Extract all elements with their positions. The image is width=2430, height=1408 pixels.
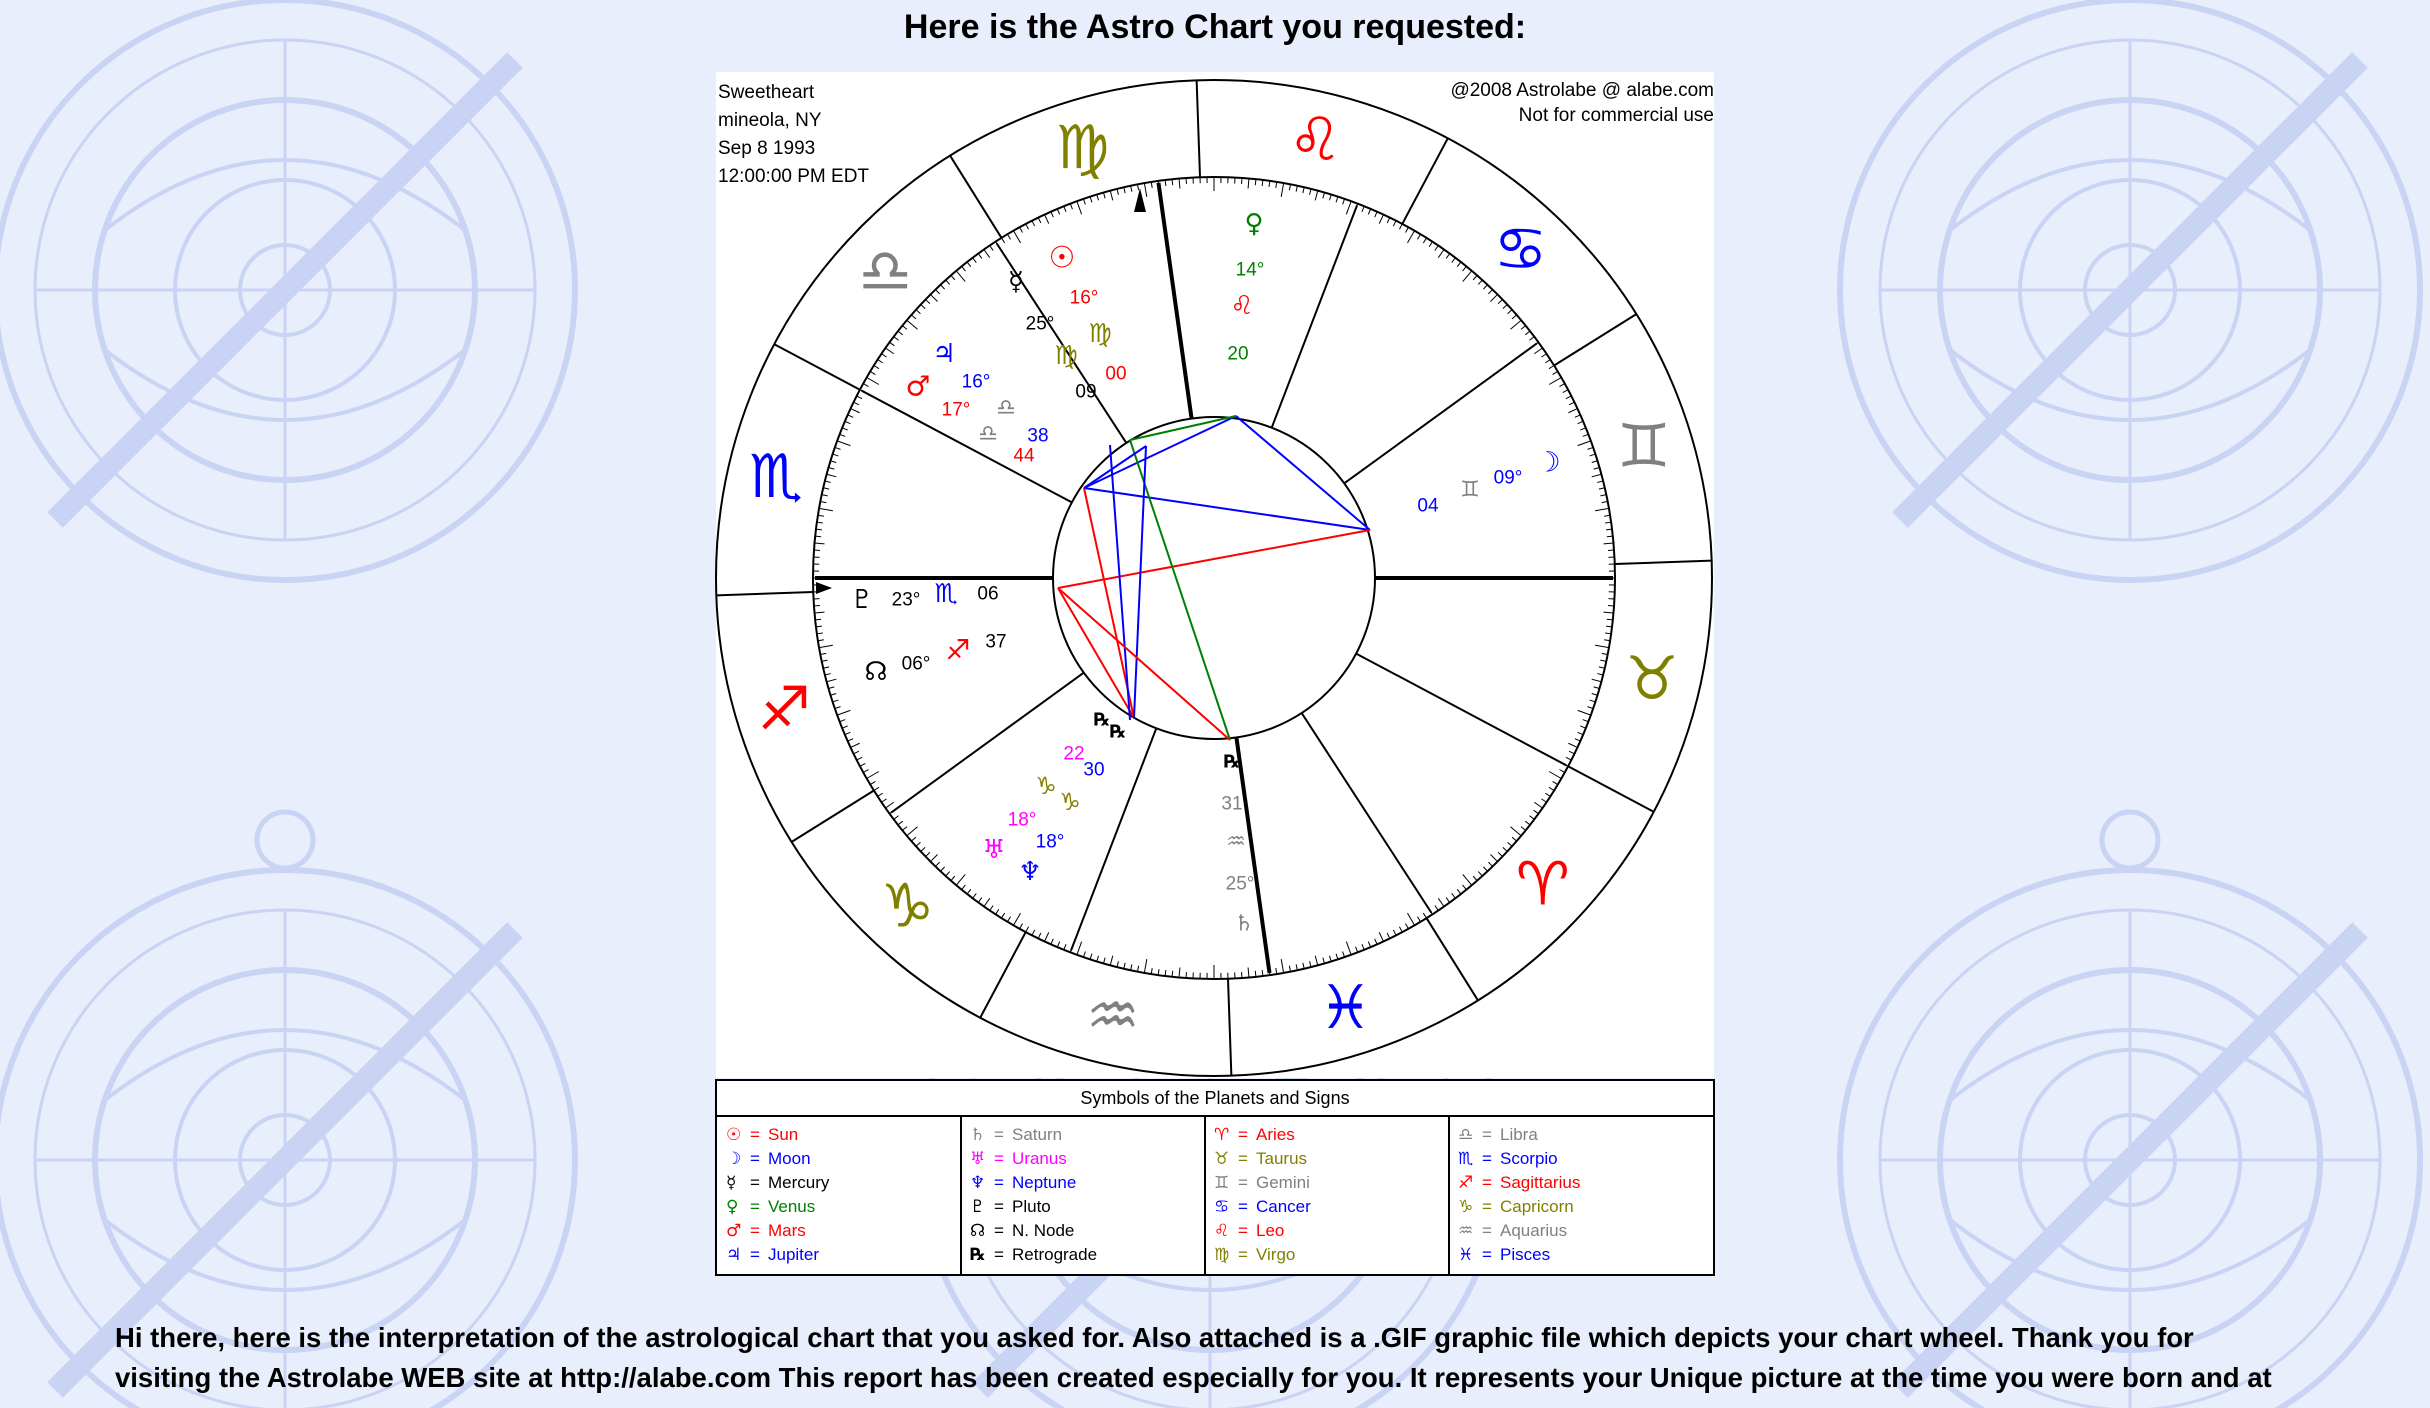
- legend-equals: =: [994, 1125, 1004, 1144]
- legend-label: Moon: [768, 1149, 811, 1168]
- legend-label: Taurus: [1256, 1149, 1308, 1168]
- planet-label-scorpio-sign-icon: ♏: [934, 579, 958, 609]
- planet-label-saturn-min: 31: [1221, 793, 1243, 815]
- legend-equals: =: [994, 1173, 1004, 1192]
- legend-jupiter-icon: ♃: [726, 1245, 742, 1265]
- legend-equals: =: [1482, 1173, 1492, 1192]
- planet-label-jupiter-icon: ♃: [932, 339, 956, 369]
- legend-equals: =: [750, 1245, 760, 1264]
- legend-equals: =: [994, 1197, 1004, 1216]
- legend-entry-moon: [726, 1149, 811, 1169]
- planet-label-moon-min: 04: [1417, 495, 1439, 517]
- planet-label-virgo-2-icon: ♍: [1054, 341, 1078, 371]
- chart-name: Sweetheart: [718, 82, 815, 103]
- sign-taurus-icon: ♉: [1625, 644, 1679, 715]
- legend-n-node-icon: ☊: [970, 1221, 986, 1241]
- legend-mars-icon: ♂: [726, 1221, 742, 1241]
- planet-label-mercury-icon: ☿: [1008, 267, 1024, 297]
- sign-leo-icon: ♌: [1288, 105, 1343, 176]
- planet-label-node-min: 37: [985, 631, 1007, 653]
- planet-label-neptune-icon: ♆: [1018, 857, 1042, 887]
- degree-tick: [1255, 179, 1256, 185]
- planet-label-moon-deg: 09°: [1493, 467, 1523, 489]
- legend-equals: =: [1482, 1245, 1492, 1264]
- legend-equals: =: [750, 1221, 760, 1240]
- planet-label-neptune-min: 30: [1083, 759, 1105, 781]
- planet-label-sun-min: 00: [1105, 363, 1127, 385]
- degree-tick: [815, 619, 821, 620]
- chart-time: 12:00:00 PM EDT: [718, 166, 870, 187]
- planet-label-retrograde-2-icon: ℞: [1109, 721, 1127, 743]
- legend-label: Mercury: [768, 1173, 830, 1192]
- chart-date: Sep 8 1993: [718, 138, 816, 159]
- legend-label: Sun: [768, 1125, 799, 1144]
- legend-label: Pluto: [1012, 1197, 1051, 1216]
- birth-details: [718, 82, 869, 187]
- legend-label: Uranus: [1012, 1149, 1067, 1168]
- degree-tick: [1172, 179, 1173, 185]
- planet-label-moon-icon: ☽: [1535, 445, 1561, 479]
- legend-entry-scorpio: [1458, 1149, 1558, 1169]
- planet-label-venus-deg: 14°: [1235, 259, 1265, 281]
- legend-entry-jupiter: [726, 1245, 819, 1265]
- legend-label: Aquarius: [1500, 1221, 1568, 1240]
- planet-label-libra-2-icon: ♎: [978, 421, 998, 447]
- legend-entry-taurus: [1214, 1149, 1307, 1169]
- legend-equals: =: [1238, 1221, 1248, 1240]
- planet-label-pluto-icon: ♇: [850, 585, 874, 615]
- legend-label: Capricorn: [1500, 1197, 1574, 1216]
- legend-entry-saturn: [970, 1125, 1062, 1145]
- legend-venus-icon: ♀: [726, 1197, 739, 1217]
- planet-label-mars-icon: ♂: [905, 369, 931, 403]
- chart-wheel: [716, 72, 1714, 1265]
- planet-label-uranus-deg: 18°: [1007, 809, 1037, 831]
- sign-cancer-icon: ♋: [1493, 214, 1548, 285]
- planet-label-jupiter-min: 38: [1027, 425, 1049, 447]
- sign-virgo-icon: ♍: [1055, 113, 1110, 184]
- planet-label-retrograde-1-icon: ℞: [1093, 709, 1111, 731]
- legend-equals: =: [1482, 1125, 1492, 1144]
- legend-label: Pisces: [1500, 1245, 1551, 1264]
- planet-label-node-deg: 06°: [901, 653, 931, 675]
- legend-equals: =: [994, 1221, 1004, 1240]
- legend-equals: =: [750, 1149, 760, 1168]
- legend-label: Sagittarius: [1500, 1173, 1581, 1192]
- legend-equals: =: [1482, 1197, 1492, 1216]
- legend-taurus-icon: ♉: [1214, 1149, 1230, 1169]
- legend-label: Aries: [1256, 1125, 1295, 1144]
- legend-neptune-icon: ♆: [970, 1173, 986, 1193]
- degree-tick: [1255, 971, 1256, 977]
- sign-gemini-icon: ♊: [1616, 411, 1671, 482]
- legend-pisces-icon: ♓: [1458, 1245, 1474, 1265]
- planet-label-mercury-deg: 25°: [1025, 313, 1055, 335]
- legend-equals: =: [1238, 1125, 1248, 1144]
- planet-label-sun-deg: 16°: [1069, 287, 1099, 309]
- degree-tick: [1172, 971, 1173, 977]
- planet-label-capricorn-1-icon: ♑: [1035, 772, 1057, 800]
- astro-chart-image: [716, 72, 1714, 1265]
- usage-note: Not for commercial use: [1518, 105, 1714, 126]
- page-title: Here is the Astro Chart you requested:: [903, 8, 1527, 46]
- planet-label-saturn-icon: ♄: [1234, 911, 1254, 937]
- planet-label-mars-min: 44: [1013, 445, 1035, 467]
- planet-label-aquarius-sign-icon: ♒: [1226, 829, 1246, 855]
- planet-label-venus-min: 20: [1227, 343, 1249, 365]
- intro-line-2: visiting the Astrolabe WEB site at http://alabe.com This report has been created especially for you. It represents your Unique picture at the time you were born and at: [115, 1362, 2272, 1393]
- legend-label: Scorpio: [1500, 1149, 1558, 1168]
- legend-pluto-icon: ♇: [970, 1197, 986, 1217]
- sign-libra-icon: ♎: [858, 236, 913, 307]
- legend-equals: =: [1238, 1173, 1248, 1192]
- legend-equals: =: [1482, 1221, 1492, 1240]
- legend-label: Libra: [1500, 1125, 1538, 1144]
- legend-title: Symbols of the Planets and Signs: [1080, 1088, 1350, 1108]
- copyright-text: @2008 Astrolabe @ alabe.com: [1450, 80, 1714, 101]
- legend-equals: =: [994, 1245, 1004, 1264]
- legend-scorpio-icon: ♏: [1458, 1149, 1474, 1169]
- legend-label: Neptune: [1012, 1173, 1077, 1192]
- legend-equals: =: [750, 1125, 760, 1144]
- legend-equals: =: [1238, 1245, 1248, 1264]
- legend-sagittarius-icon: ♐: [1458, 1173, 1474, 1193]
- planet-label-virgo-1-icon: ♍: [1088, 319, 1112, 349]
- planet-label-mars-deg: 17°: [941, 399, 971, 421]
- legend-uranus-icon: ♅: [970, 1149, 986, 1169]
- planet-label-libra-1-icon: ♎: [996, 395, 1016, 421]
- legend-label: Saturn: [1012, 1125, 1063, 1144]
- legend-label: N. Node: [1012, 1221, 1075, 1240]
- degree-tick: [815, 536, 821, 537]
- planet-label-moon-sign-icon: ♊: [1460, 477, 1480, 503]
- legend-gemini-icon: ♊: [1214, 1173, 1230, 1193]
- interpretation-intro: [115, 1318, 2335, 1398]
- planet-label-mercury-min: 09: [1075, 381, 1097, 403]
- legend-label: Leo: [1256, 1221, 1285, 1240]
- legend-equals: =: [750, 1197, 760, 1216]
- legend-equals: =: [1238, 1197, 1248, 1216]
- planet-label-neptune-deg: 18°: [1035, 831, 1065, 853]
- sign-aquarius-icon: ♒: [1085, 980, 1140, 1051]
- intro-line-1: Hi there, here is the interpretation of the astrological chart that you asked for. Also attached is a .GIF graphic file which depicts your chart wheel. Thank you for: [115, 1322, 2194, 1353]
- sign-sagittarius-icon: ♐: [757, 674, 812, 745]
- sign-aries-icon: ♈: [1515, 849, 1570, 920]
- legend-capricorn-icon: ♑: [1458, 1197, 1474, 1217]
- sign-pisces-icon: ♓: [1318, 972, 1373, 1043]
- degree-tick: [1607, 536, 1613, 537]
- legend-leo-icon: ♌: [1214, 1221, 1230, 1241]
- legend-label: Jupiter: [768, 1245, 820, 1264]
- planet-label-pluto-min: 06: [977, 583, 999, 605]
- symbols-legend: [716, 1080, 1714, 1275]
- planet-label-node-icon: ☊: [864, 657, 888, 687]
- legend-equals: =: [1238, 1149, 1248, 1168]
- legend-virgo-icon: ♍: [1214, 1245, 1230, 1265]
- legend-saturn-icon: ♄: [970, 1125, 986, 1145]
- legend-entry-gemini: [1214, 1173, 1310, 1193]
- sign-scorpio-icon: ♏: [749, 441, 803, 512]
- legend-equals: =: [1482, 1149, 1492, 1168]
- planet-label-sun-icon: ☉: [1048, 240, 1076, 276]
- legend-mercury-icon: ☿: [726, 1173, 737, 1193]
- planet-label-uranus-min: 22: [1063, 743, 1085, 765]
- legend-label: Cancer: [1256, 1197, 1311, 1216]
- legend-equals: =: [750, 1173, 760, 1192]
- legend-entry-cancer: [1214, 1197, 1311, 1217]
- legend-label: Venus: [768, 1197, 816, 1216]
- planet-label-retrograde-3-icon: ℞: [1223, 751, 1241, 773]
- planet-label-venus-icon: ♀: [1244, 209, 1264, 239]
- planet-label-pluto-deg: 23°: [891, 589, 921, 611]
- legend-label: Gemini: [1256, 1173, 1310, 1192]
- legend-entry-uranus: [970, 1149, 1067, 1169]
- legend-moon-icon: ☽: [726, 1149, 742, 1169]
- degree-tick: [1607, 619, 1613, 620]
- legend-retrograde-icon: ℞: [970, 1245, 986, 1265]
- legend-entry-pisces: [1458, 1245, 1550, 1265]
- planet-label-capricorn-2-icon: ♑: [1059, 788, 1081, 816]
- planet-label-saturn-deg: 25°: [1225, 873, 1255, 895]
- planet-label-sagittarius-sign-icon: ♐: [945, 633, 971, 667]
- legend-equals: =: [994, 1149, 1004, 1168]
- legend-libra-icon: ♎: [1458, 1125, 1474, 1145]
- planet-label-jupiter-deg: 16°: [961, 371, 991, 393]
- planet-label-uranus-icon: ♅: [982, 835, 1006, 865]
- legend-label: Mars: [768, 1221, 806, 1240]
- legend-sun-icon: ☉: [726, 1125, 742, 1145]
- legend-aries-icon: ♈: [1214, 1125, 1230, 1145]
- legend-aquarius-icon: ♒: [1458, 1221, 1474, 1241]
- planet-label-venus-sign-icon: ♌: [1230, 291, 1254, 321]
- chart-location: mineola, NY: [718, 110, 822, 131]
- sign-capricorn-icon: ♑: [880, 871, 935, 942]
- legend-label: Retrograde: [1012, 1245, 1098, 1264]
- legend-label: Virgo: [1256, 1245, 1296, 1264]
- legend-cancer-icon: ♋: [1214, 1197, 1230, 1217]
